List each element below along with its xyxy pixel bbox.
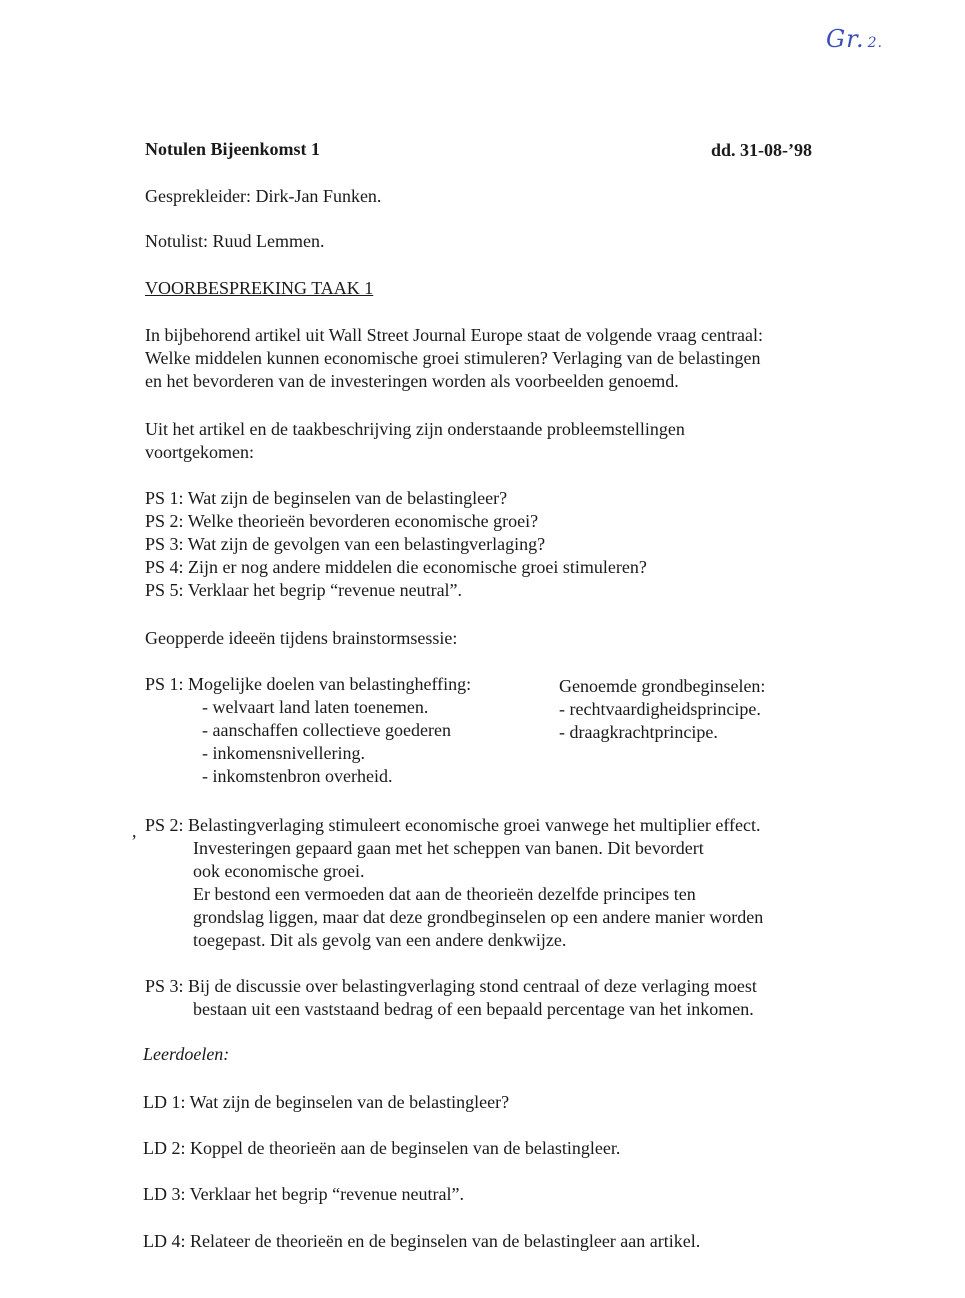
learning-goal: LD 1: Wat zijn de beginselen van de belastingleer? <box>143 1092 510 1112</box>
problem-statement: PS 3: Wat zijn de gevolgen van een belastingverlaging? <box>145 534 546 554</box>
stray-mark: , <box>132 821 137 841</box>
ps1-item: - inkomstenbron overheid. <box>202 766 393 786</box>
intro-paragraph <box>145 324 763 393</box>
ps2-line: grondslag liggen, maar dat deze grondbeginselen op een andere manier worden <box>193 907 764 927</box>
annotation-number: 2. <box>867 35 883 51</box>
ps1-item: - aanschaffen collectieve goederen <box>202 720 452 740</box>
learning-goal: LD 2: Koppel de theorieën aan de beginselen van de belastingleer. <box>143 1138 621 1158</box>
ps1-heading: PS 1: Mogelijke doelen van belastingheffing: <box>145 674 472 694</box>
problem-statement: PS 4: Zijn er nog andere middelen die economische groei stimuleren? <box>145 557 647 577</box>
document-date: dd. 31-08-’98 <box>711 140 813 160</box>
problem-statement: PS 1: Wat zijn de beginselen van de belastingleer? <box>145 488 508 508</box>
problem-intro-line: voortgekomen: <box>145 442 254 462</box>
ps2-line: PS 2: Belastingverlaging stimuleert economische groei vanwege het multiplier effect. <box>145 815 761 835</box>
annotation-main: Gr. <box>826 25 865 53</box>
ps3-block <box>145 975 757 1021</box>
brainstorm-heading: Geopperde ideeën tijdens brainstormsessie: <box>145 628 458 648</box>
problem-statement: PS 2: Welke theorieën bevorderen economische groei? <box>145 511 539 531</box>
problem-intro-paragraph <box>145 418 685 464</box>
learning-goal: LD 4: Relateer de theorieën en de beginselen van de belastingleer aan artikel. <box>143 1231 701 1251</box>
learning-goal: LD 3: Verklaar het begrip “revenue neutral”. <box>143 1184 465 1204</box>
document-title: Notulen Bijeenkomst 1 <box>145 139 320 159</box>
principles-heading: Genoemde grondbeginselen: <box>559 676 766 696</box>
leerdoelen-heading: Leerdoelen: <box>143 1044 230 1064</box>
principle-item: - draagkrachtprincipe. <box>559 722 718 742</box>
ps1-block <box>145 673 471 788</box>
problem-statement-list <box>145 487 647 602</box>
ps2-block <box>145 814 763 952</box>
ps1-item: - welvaart land laten toenemen. <box>202 697 429 717</box>
intro-line: In bijbehorend artikel uit Wall Street Journal Europe staat de volgende vraag centraal: <box>145 325 763 345</box>
ps2-line: ook economische groei. <box>193 861 365 881</box>
intro-line: Welke middelen kunnen economische groei stimuleren? Verlaging van de belastingen <box>145 348 761 368</box>
handwritten-group-annotation <box>826 25 883 55</box>
ps2-line: toegepast. Dit als gevolg van een andere denkwijze. <box>193 930 567 950</box>
intro-line: en het bevorderen van de investeringen worden als voorbeelden genoemd. <box>145 371 679 391</box>
ps3-line: PS 3: Bij de discussie over belastingverlaging stond centraal of deze verlaging moest <box>145 976 757 996</box>
ps2-line: Investeringen gepaard gaan met het scheppen van banen. Dit bevordert <box>193 838 704 858</box>
principles-block <box>559 675 765 744</box>
secretary-line: Notulist: Ruud Lemmen. <box>145 231 325 251</box>
section-heading: VOORBESPREKING TAAK 1 <box>145 278 374 298</box>
ps3-line: bestaan uit een vaststaand bedrag of een bepaald percentage van het inkomen. <box>193 999 754 1019</box>
chair-line: Gesprekleider: Dirk-Jan Funken. <box>145 186 382 206</box>
problem-statement: PS 5: Verklaar het begrip “revenue neutral”. <box>145 580 463 600</box>
problem-intro-line: Uit het artikel en de taakbeschrijving zijn onderstaande probleemstellingen <box>145 419 685 439</box>
ps1-item: - inkomensnivellering. <box>202 743 365 763</box>
ps2-line: Er bestond een vermoeden dat aan de theorieën dezelfde principes ten <box>193 884 696 904</box>
principle-item: - rechtvaardigheidsprincipe. <box>559 699 761 719</box>
